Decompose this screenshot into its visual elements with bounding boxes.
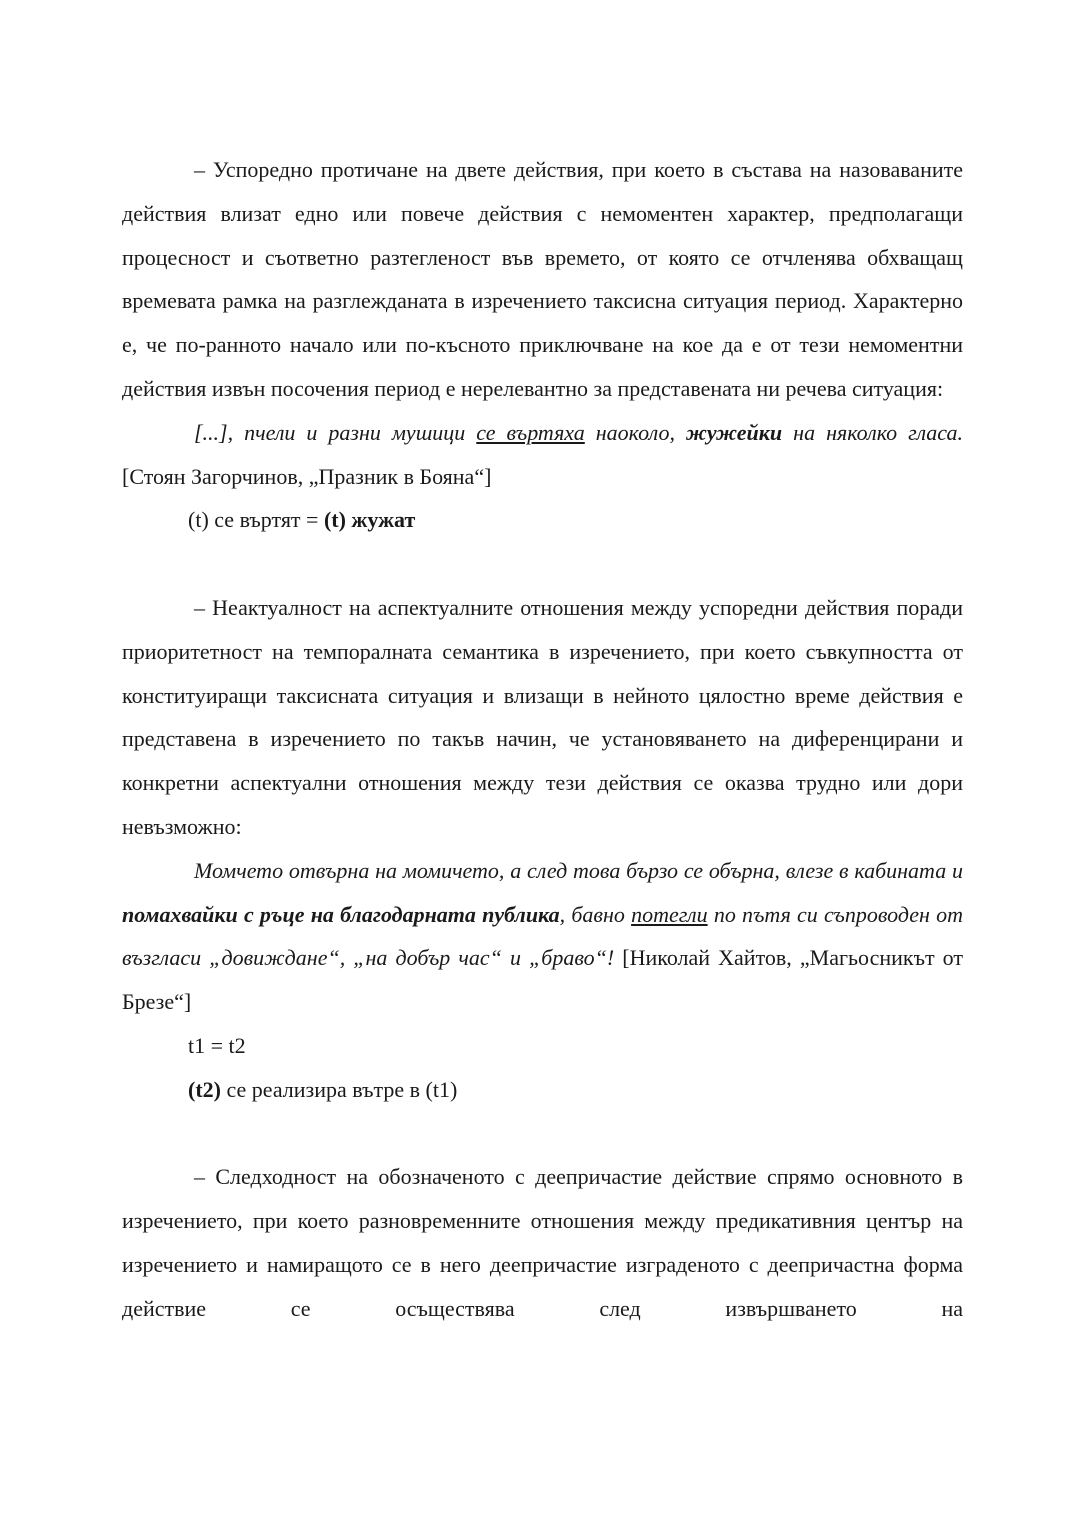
formula-rest: се реализира вътре в (t1) bbox=[220, 1076, 458, 1102]
paragraph-text: – Успоредно протичане на двете действия, при което в състава на назоваваните действия влизат едно или повече действия с немоментен характер, предполагащи процесност и съответно разтегленост във времето, от която се отчленява обхващащ времевата рамка на разглежданата в изречението таксисна ситуация период. Характерно е, че по-ранното начало или по-късното приключване на кое да е от тези немоментни действия извън посочения период е нерелевантно за представената ни речева ситуация: bbox=[122, 157, 963, 401]
paragraph-nonactual-aspect bbox=[122, 586, 963, 849]
formula-3 bbox=[122, 1068, 963, 1112]
example-text: [...], пчели и разни мушици bbox=[194, 419, 477, 445]
document-page bbox=[122, 148, 963, 1331]
formula-right: (t) жужат bbox=[323, 507, 416, 533]
paragraph-parallel-actions bbox=[122, 148, 963, 411]
example-bold-gerund: помахвайки с ръце на благодарната публика bbox=[122, 901, 560, 927]
example-text: по пътя си съпроводен от възгласи „довиждане“, „на добър час“ и „браво“! bbox=[122, 901, 963, 971]
paragraph-text: – Следходност на обозначеното с деепричастие действие спрямо основното в изречението, при което разновременните отношения между предикативния център на изречението и намиращото се в него деепричастие изграденото с деепричастна форма действие се осъществява след извършването на bbox=[122, 1164, 963, 1321]
example-underlined-verb: се въртяха bbox=[476, 419, 585, 445]
example-quote-1 bbox=[122, 411, 963, 499]
spacer bbox=[122, 1112, 963, 1156]
example-text: на няколко гласа. bbox=[782, 419, 963, 445]
paragraph-text: – Неактуалност на аспектуалните отношения между успоредни действия поради приоритетност на темпоралната семантика в изречението, при което съвкупността от конституиращи таксисната ситуация и влизащи в нейното цялостно време действия е представена в изречението по такъв начин, че установяването на диференцирани и конкретни аспектуални отношения между тези действия се оказва трудно или дори невъзможно: bbox=[122, 594, 963, 839]
formula-left: (t) се въртят = bbox=[188, 507, 324, 533]
example-text: наоколо, bbox=[584, 419, 686, 445]
example-quote-2 bbox=[122, 849, 963, 1024]
example-bold-gerund: жужейки bbox=[685, 419, 783, 445]
formula-bold: (t2) bbox=[188, 1076, 221, 1102]
example-text: , бавно bbox=[559, 901, 632, 927]
example-text: Момчето отвърна на момичето, а след това бързо се обърна, влезе в кабината и bbox=[194, 857, 963, 883]
example-underlined-verb: потегли bbox=[631, 901, 708, 927]
example-source: [Стоян Загорчинов, „Празник в Бояна“] bbox=[122, 463, 492, 489]
example-source: [Николай Хайтов, „Магьосникът от Брезе“] bbox=[122, 945, 963, 1015]
spacer bbox=[122, 542, 963, 586]
formula-1 bbox=[122, 498, 963, 542]
formula-2: t1 = t2 bbox=[188, 1032, 246, 1058]
paragraph-sequential-gerund bbox=[122, 1155, 963, 1330]
